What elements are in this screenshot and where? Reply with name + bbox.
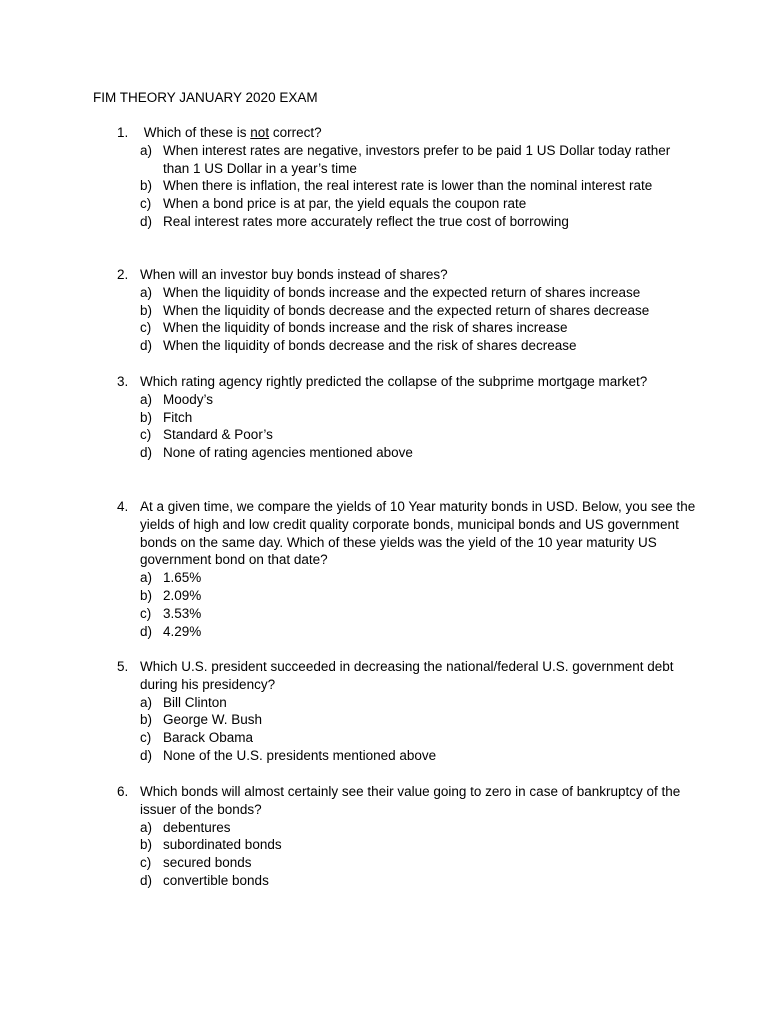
option-letter: d) <box>140 338 153 354</box>
option-text: convertible bonds <box>163 872 269 888</box>
option-text: secured bonds <box>163 855 252 871</box>
option-text: 2.09% <box>163 587 202 603</box>
option-letter: b) <box>140 837 153 853</box>
option-letter: d) <box>140 623 153 639</box>
question-number: 3. <box>117 374 129 389</box>
option-text: Standard & Poor’s <box>163 427 273 443</box>
option-list <box>117 142 697 231</box>
question-text <box>140 124 697 142</box>
option-item <box>140 142 697 178</box>
option-letter: b) <box>140 302 153 318</box>
option-item <box>140 284 697 302</box>
question-number: 4. <box>117 499 129 514</box>
question-text: Which rating agency rightly predicted the collapse of the subprime mortgage market? <box>140 374 648 389</box>
question-text: When will an investor buy bonds instead of shares? <box>140 267 448 282</box>
option-text: When there is inflation, the real interest rate is lower than the nominal interest rate <box>163 178 653 194</box>
option-item <box>140 729 697 747</box>
option-text: 1.65% <box>163 570 202 586</box>
option-item <box>140 747 697 765</box>
option-text: 4.29% <box>163 623 202 639</box>
option-text: When the liquidity of bonds increase and the risk of shares increase <box>163 320 568 336</box>
question-3 <box>117 373 697 462</box>
option-letter: a) <box>140 819 153 835</box>
option-item <box>140 213 697 231</box>
option-item <box>140 337 697 355</box>
option-letter: d) <box>140 872 153 888</box>
option-item <box>140 819 697 837</box>
option-item <box>140 836 697 854</box>
option-letter: d) <box>140 445 153 461</box>
option-letter: a) <box>140 284 153 300</box>
option-text: Fitch <box>163 409 193 425</box>
question-text-start: Which of these is <box>140 125 251 140</box>
option-item <box>140 694 697 712</box>
question-2 <box>117 266 697 355</box>
option-item <box>140 177 697 195</box>
option-item <box>140 605 697 623</box>
option-text: Moody’s <box>163 391 214 407</box>
option-letter: c) <box>140 427 152 443</box>
option-text: George W. Bush <box>163 712 263 728</box>
option-text: Bill Clinton <box>163 694 227 710</box>
option-item <box>140 623 697 641</box>
option-item <box>140 587 697 605</box>
option-text: When the liquidity of bonds decrease and the risk of shares decrease <box>163 338 577 354</box>
option-item <box>140 426 697 444</box>
option-text: When the liquidity of bonds decrease and the expected return of shares decrease <box>163 302 650 318</box>
question-text-end: correct? <box>269 125 322 140</box>
option-item <box>140 854 697 872</box>
option-text: None of the U.S. presidents mentioned above <box>163 747 437 763</box>
question-1 <box>117 124 697 231</box>
option-text: 3.53% <box>163 605 202 621</box>
question-number: 2. <box>117 267 129 282</box>
option-letter: c) <box>140 605 152 621</box>
option-text: debentures <box>163 819 231 835</box>
option-item <box>140 319 697 337</box>
option-text: Barack Obama <box>163 730 254 746</box>
option-text: Real interest rates more accurately reflect the true cost of borrowing <box>163 213 569 229</box>
option-letter: a) <box>140 570 153 586</box>
question-number: 6. <box>117 784 129 799</box>
option-letter: a) <box>140 142 153 158</box>
question-6 <box>117 783 697 890</box>
option-text: subordinated bonds <box>163 837 282 853</box>
option-letter: b) <box>140 712 153 728</box>
option-list <box>117 694 697 765</box>
option-item <box>140 409 697 427</box>
option-letter: b) <box>140 178 153 194</box>
question-text: Which U.S. president succeeded in decreasing the national/federal U.S. government debt during his presidency? <box>140 659 674 692</box>
option-letter: b) <box>140 587 153 603</box>
option-item <box>140 444 697 462</box>
option-letter: c) <box>140 320 152 336</box>
question-text: Which bonds will almost certainly see their value going to zero in case of bankruptcy of the issuer of the bonds? <box>140 784 681 817</box>
option-item <box>140 872 697 890</box>
question-text-emphasis: not <box>250 125 270 140</box>
option-item <box>140 195 697 213</box>
option-letter: c) <box>140 855 152 871</box>
question-5 <box>117 658 697 765</box>
option-letter: d) <box>140 747 153 763</box>
option-item <box>140 569 697 587</box>
option-item <box>140 711 697 729</box>
option-text: When a bond price is at par, the yield equals the coupon rate <box>163 196 527 212</box>
question-number: 5. <box>117 659 129 674</box>
option-list <box>117 569 697 640</box>
option-letter: b) <box>140 409 153 425</box>
option-letter: c) <box>140 730 152 746</box>
option-text: When the liquidity of bonds increase and the expected return of shares increase <box>163 284 641 300</box>
question-4 <box>117 498 697 640</box>
question-text: At a given time, we compare the yields of 10 Year maturity bonds in USD. Below, you see the yields of high and low credit quality corporate bonds, municipal bonds and US government bonds on the same day. Which of these yields was the yield of the 10 year maturity US government bond on that date? <box>140 499 696 568</box>
option-text: None of rating agencies mentioned above <box>163 445 413 461</box>
option-letter: a) <box>140 391 153 407</box>
option-letter: a) <box>140 694 153 710</box>
page-title: FIM THEORY JANUARY 2020 EXAM <box>93 90 318 105</box>
option-list <box>117 819 697 890</box>
option-letter: c) <box>140 196 152 212</box>
option-item <box>140 302 697 320</box>
option-list <box>117 284 697 355</box>
option-letter: d) <box>140 213 153 229</box>
option-text: When interest rates are negative, investors prefer to be paid 1 US Dollar today rather than 1 US Dollar in a year’s time <box>163 142 671 176</box>
option-item <box>140 391 697 409</box>
option-list <box>117 391 697 462</box>
question-number: 1. <box>117 125 129 140</box>
